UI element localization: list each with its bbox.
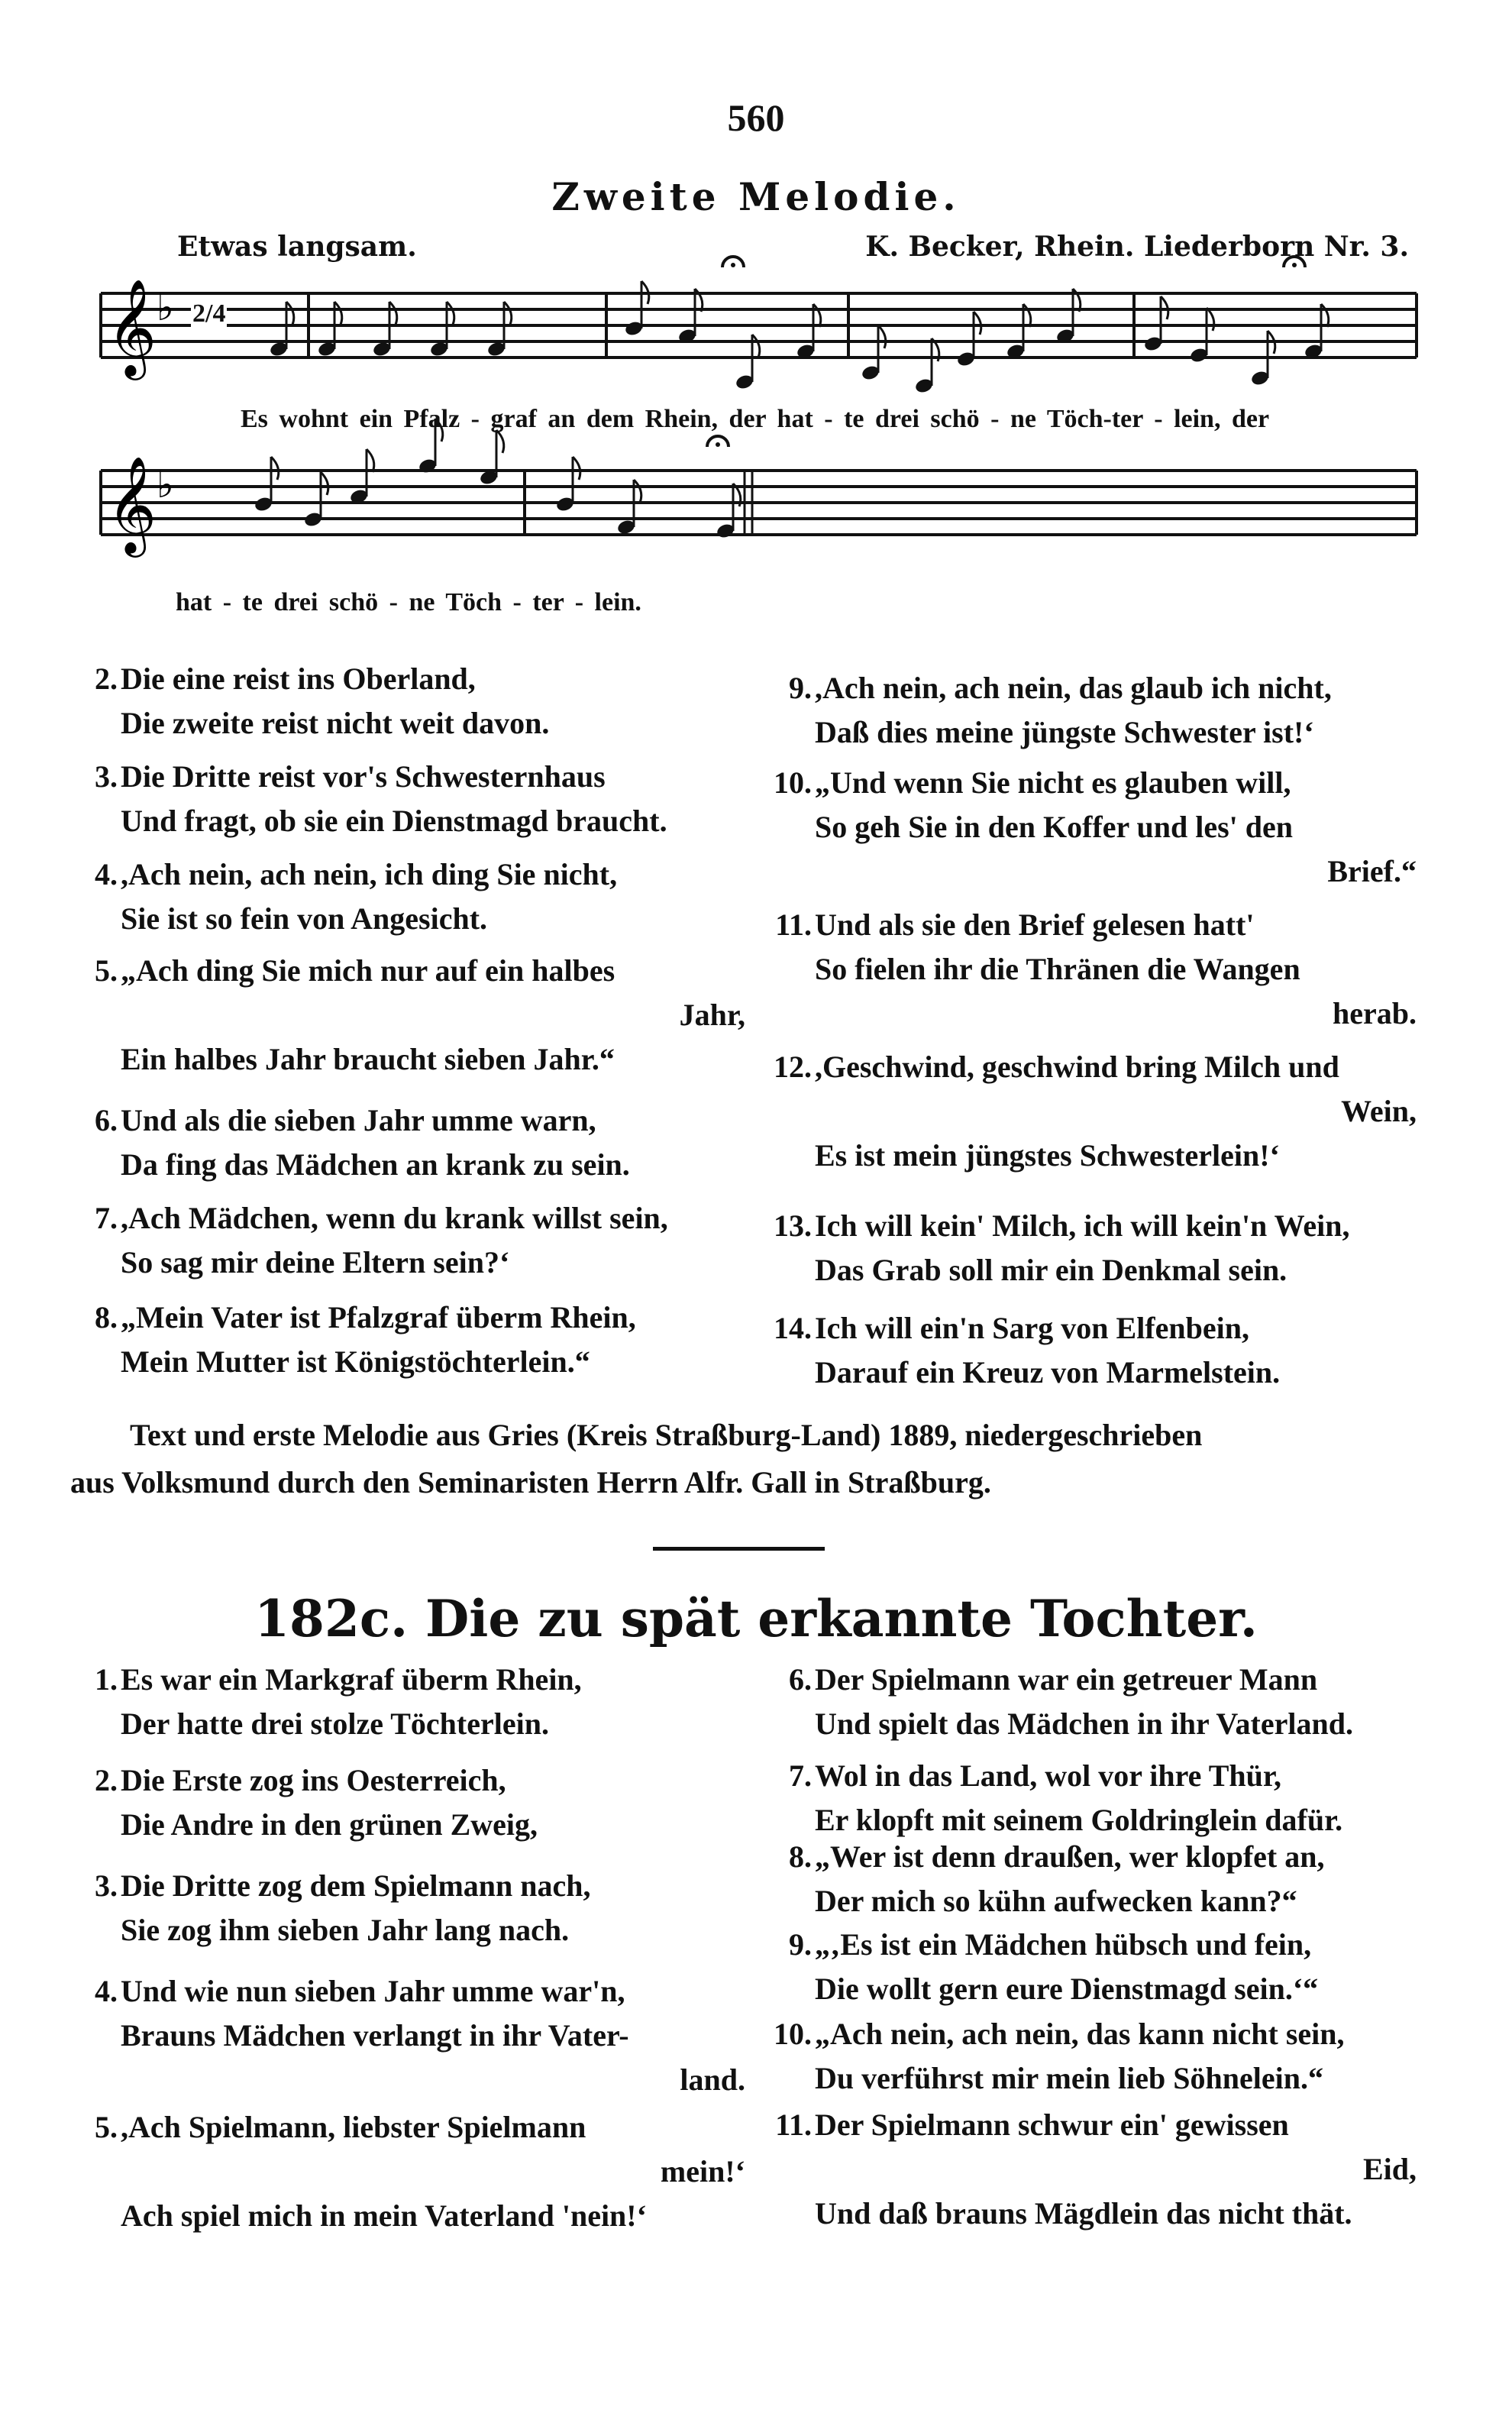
verse-text: Ach spiel mich in mein Vaterland 'nein!‘ xyxy=(121,2198,647,2233)
verse-text: Das Grab soll mir ein Denkmal sein. xyxy=(815,1253,1287,1287)
verse-number: 5. xyxy=(95,953,118,988)
verse-number: 10. xyxy=(774,765,812,800)
verse-line xyxy=(73,949,745,993)
verse-5 xyxy=(73,949,745,1082)
verse-5 xyxy=(73,2105,745,2238)
verse-13 xyxy=(767,1204,1417,1292)
verse-number: 11. xyxy=(775,907,812,942)
verse-text: ,Geschwind, geschwind bring Milch und xyxy=(815,1050,1339,1084)
song-heading: 182c. Die zu spät erkannte Tochter. xyxy=(254,1589,1258,1648)
verse-line xyxy=(767,947,1417,992)
verse-number: 7. xyxy=(95,1201,118,1235)
verse-3 xyxy=(73,755,745,843)
treble-clef-icon: 𝄞 xyxy=(107,455,157,553)
verse-text: Wein, xyxy=(1341,1094,1417,1128)
verse-line xyxy=(767,710,1417,755)
verse-line xyxy=(73,799,745,843)
verse-text: mein!‘ xyxy=(660,2154,745,2189)
flat-key-signature-icon: ♭ xyxy=(157,286,174,329)
verse-line xyxy=(767,992,1417,1036)
verse-4 xyxy=(73,1969,745,2102)
verse-text: Und spielt das Mädchen in ihr Vaterland. xyxy=(815,1706,1353,1741)
verse-text: Brief.“ xyxy=(1327,854,1417,888)
verse-14 xyxy=(767,1306,1417,1395)
verse-line xyxy=(767,1702,1417,1746)
verse-number: 1. xyxy=(95,1662,118,1697)
tempo-marking: Etwas langsam. xyxy=(177,231,417,263)
lyrics-line-1: Es wohnt ein Pfalz - graf an dem Rhein, der hat - te drei schö - ne Töch-ter - lein, der xyxy=(241,405,1270,433)
verse-text: Und als die sieben Jahr umme warn, xyxy=(121,1103,596,1137)
verse-line xyxy=(73,2194,745,2238)
verse-line xyxy=(73,1296,745,1340)
verse-text: „Mein Vater ist Pfalzgraf überm Rhein, xyxy=(121,1300,636,1334)
verse-line xyxy=(73,1969,745,2014)
verse-line xyxy=(767,1967,1417,2011)
verse-line xyxy=(73,2058,745,2102)
verse-1 xyxy=(73,1658,745,1746)
page-number: 560 xyxy=(727,96,785,139)
verse-6 xyxy=(767,1658,1417,1746)
verse-text: So geh Sie in den Koffer und les' den xyxy=(815,810,1294,844)
verse-line xyxy=(767,1089,1417,1134)
verse-text: Ich will kein' Milch, ich will kein'n Wein, xyxy=(815,1208,1350,1243)
verse-text: ,Ach Mädchen, wenn du krank willst sein, xyxy=(121,1201,668,1235)
verse-line xyxy=(767,2103,1417,2147)
source-note xyxy=(70,1412,1420,1506)
verse-line xyxy=(73,1908,745,1952)
verse-line xyxy=(73,897,745,941)
verse-line xyxy=(73,755,745,799)
fermata-dot xyxy=(716,442,720,447)
verse-line xyxy=(767,1658,1417,1702)
verse-text: Ich will ein'n Sarg von Elfenbein, xyxy=(815,1311,1249,1345)
verse-line xyxy=(73,852,745,897)
verse-text: Die Erste zog ins Oesterreich, xyxy=(121,1763,506,1797)
verse-text: Ein halbes Jahr braucht sieben Jahr.“ xyxy=(121,1042,615,1076)
verse-line xyxy=(73,1098,745,1143)
verse-line xyxy=(767,1754,1417,1798)
verse-line xyxy=(767,1879,1417,1923)
verse-text: Der hatte drei stolze Töchterlein. xyxy=(121,1706,549,1741)
verse-number: 6. xyxy=(789,1662,812,1697)
verse-text: Es ist mein jüngstes Schwesterlein!‘ xyxy=(815,1138,1280,1173)
verse-text: Der Spielmann war ein getreuer Mann xyxy=(815,1662,1318,1697)
verse-12 xyxy=(767,1045,1417,1178)
verse-8 xyxy=(73,1296,745,1384)
verse-text: „Und wenn Sie nicht es glauben will, xyxy=(815,765,1291,800)
verse-line xyxy=(73,1702,745,1746)
verse-2 xyxy=(73,1758,745,1847)
verse-line xyxy=(767,1923,1417,1967)
verse-line xyxy=(767,666,1417,710)
verse-line xyxy=(73,2105,745,2150)
verse-text: So sag mir deine Eltern sein?‘ xyxy=(121,1245,510,1279)
verse-line xyxy=(767,761,1417,805)
verse-line xyxy=(767,903,1417,947)
source-note-line-2: aus Volksmund durch den Seminaristen Herrn Alfr. Gall in Straßburg. xyxy=(70,1465,991,1499)
verse-number: 9. xyxy=(789,671,812,705)
verse-text: Die Dritte zog dem Spielmann nach, xyxy=(121,1868,591,1903)
melody-title: Zweite Melodie. xyxy=(551,174,961,219)
verse-text: Brauns Mädchen verlangt in ihr Vater- xyxy=(121,2018,629,2053)
verse-text: Die Dritte reist vor's Schwesternhaus xyxy=(121,759,606,794)
verse-line xyxy=(73,1241,745,1285)
verse-text: Daß dies meine jüngste Schwester ist!‘ xyxy=(815,715,1314,749)
verse-text: land. xyxy=(680,2062,745,2097)
verse-text: Du verführst mir mein lieb Söhnelein.“ xyxy=(815,2061,1323,2095)
verse-text: Eid, xyxy=(1362,2152,1417,2186)
verse-text: Die Andre in den grünen Zweig, xyxy=(121,1807,538,1842)
verse-line xyxy=(73,657,745,701)
verse-10 xyxy=(767,761,1417,894)
verse-line xyxy=(767,1306,1417,1351)
verse-text: „Ach nein, ach nein, das kann nicht sein, xyxy=(815,2017,1345,2051)
verse-line xyxy=(73,1758,745,1803)
verse-line xyxy=(767,1134,1417,1178)
verse-number: 11. xyxy=(775,2108,812,2142)
verse-line xyxy=(767,2147,1417,2192)
verse-4 xyxy=(73,852,745,941)
verse-line xyxy=(73,2150,745,2194)
verse-text: ,Ach nein, ach nein, das glaub ich nicht, xyxy=(815,671,1332,705)
verse-number: 13. xyxy=(774,1208,812,1243)
verse-line xyxy=(767,1835,1417,1879)
verse-11 xyxy=(767,903,1417,1036)
melody-source: K. Becker, Rhein. Liederborn Nr. 3. xyxy=(865,231,1409,263)
verse-number: 8. xyxy=(95,1300,118,1334)
verse-number: 2. xyxy=(95,1763,118,1797)
verse-text: herab. xyxy=(1333,996,1417,1030)
verse-text: Und fragt, ob sie ein Dienstmagd braucht. xyxy=(121,804,667,838)
verse-line xyxy=(767,2056,1417,2101)
verse-3 xyxy=(73,1864,745,1952)
verse-line xyxy=(767,805,1417,849)
verse-10 xyxy=(767,2012,1417,2101)
verse-line xyxy=(767,2012,1417,2056)
verse-7 xyxy=(73,1196,745,1285)
verse-line xyxy=(767,1248,1417,1292)
verse-number: 12. xyxy=(774,1050,812,1084)
verse-number: 9. xyxy=(789,1927,812,1962)
verse-2 xyxy=(73,657,745,746)
verse-text: „Wer ist denn draußen, wer klopfet an, xyxy=(815,1839,1325,1874)
verse-number: 3. xyxy=(95,1868,118,1903)
verse-9 xyxy=(767,666,1417,755)
verse-line xyxy=(767,1045,1417,1089)
verse-text: „Ach ding Sie mich nur auf ein halbes xyxy=(121,953,615,988)
verse-line xyxy=(73,1803,745,1847)
verse-number: 6. xyxy=(95,1103,118,1137)
verse-line xyxy=(767,1351,1417,1395)
verse-text: Und daß brauns Mägdlein das nicht thät. xyxy=(815,2196,1352,2231)
verse-text: ,Ach Spielmann, liebster Spielmann xyxy=(121,2110,586,2144)
verse-text: Der Spielmann schwur ein' gewissen xyxy=(815,2108,1289,2142)
lyrics-line-2: hat - te drei schö - ne Töch - ter - lein. xyxy=(176,588,641,616)
verse-line xyxy=(73,1196,745,1241)
verse-text: Mein Mutter ist Königstöchterlein.“ xyxy=(121,1344,590,1379)
verse-text: So fielen ihr die Thränen die Wangen xyxy=(815,952,1300,986)
verse-line xyxy=(73,701,745,746)
verse-text: Darauf ein Kreuz von Marmelstein. xyxy=(815,1355,1281,1389)
verse-text: Die wollt gern eure Dienstmagd sein.‘“ xyxy=(815,1972,1319,2006)
verse-text: Und wie nun sieben Jahr umme war'n, xyxy=(121,1974,625,2008)
section-divider xyxy=(653,1547,825,1551)
verse-line xyxy=(73,1340,745,1384)
treble-clef-icon: 𝄞 xyxy=(107,278,157,376)
verse-line xyxy=(767,1204,1417,1248)
verse-text: Es war ein Markgraf überm Rhein, xyxy=(121,1662,582,1697)
verse-number: 2. xyxy=(95,662,118,696)
verse-text: Jahr, xyxy=(679,998,745,1032)
verse-text: ,Ach nein, ach nein, ich ding Sie nicht, xyxy=(121,857,618,891)
verse-line xyxy=(767,849,1417,894)
verse-line xyxy=(73,1658,745,1702)
verse-number: 4. xyxy=(95,1974,118,2008)
verse-line xyxy=(73,993,745,1037)
verse-7 xyxy=(767,1754,1417,1842)
verse-line xyxy=(73,1864,745,1908)
verse-6 xyxy=(73,1098,745,1187)
fermata-dot xyxy=(731,263,735,267)
verse-8 xyxy=(767,1835,1417,1923)
verse-number: 14. xyxy=(774,1311,812,1345)
verse-text: Da fing das Mädchen an krank zu sein. xyxy=(121,1147,630,1182)
verse-text: Die zweite reist nicht weit davon. xyxy=(121,706,550,740)
source-note-line-1: Text und erste Melodie aus Gries (Kreis Straßburg-Land) 1889, niedergeschrieben xyxy=(130,1418,1203,1452)
verse-number: 10. xyxy=(774,2017,812,2051)
verse-number: 4. xyxy=(95,857,118,891)
verse-text: Und als sie den Brief gelesen hatt' xyxy=(815,907,1255,942)
verse-text: Der mich so kühn aufwecken kann?“ xyxy=(815,1884,1297,1918)
time-signature: 2/4 xyxy=(192,299,226,328)
verse-number: 7. xyxy=(789,1758,812,1793)
verse-line xyxy=(767,2192,1417,2236)
verse-line xyxy=(73,1143,745,1187)
verse-text: Wol in das Land, wol vor ihre Thür, xyxy=(815,1758,1281,1793)
verse-number: 3. xyxy=(95,759,118,794)
verse-11 xyxy=(767,2103,1417,2236)
verse-text: „‚Es ist ein Mädchen hübsch und fein, xyxy=(815,1927,1312,1962)
flat-key-signature-icon: ♭ xyxy=(157,464,174,506)
verse-line xyxy=(73,1037,745,1082)
verse-text: Sie ist so fein von Angesicht. xyxy=(121,901,488,936)
verse-number: 8. xyxy=(789,1839,812,1874)
verse-number: 5. xyxy=(95,2110,118,2144)
fermata-dot xyxy=(1292,263,1297,267)
verse-line xyxy=(73,2014,745,2058)
verse-text: Die eine reist ins Oberland, xyxy=(121,662,476,696)
verse-9 xyxy=(767,1923,1417,2011)
verse-text: Sie zog ihm sieben Jahr lang nach. xyxy=(121,1913,570,1947)
verse-text: Er klopft mit seinem Goldringlein dafür. xyxy=(815,1803,1343,1837)
